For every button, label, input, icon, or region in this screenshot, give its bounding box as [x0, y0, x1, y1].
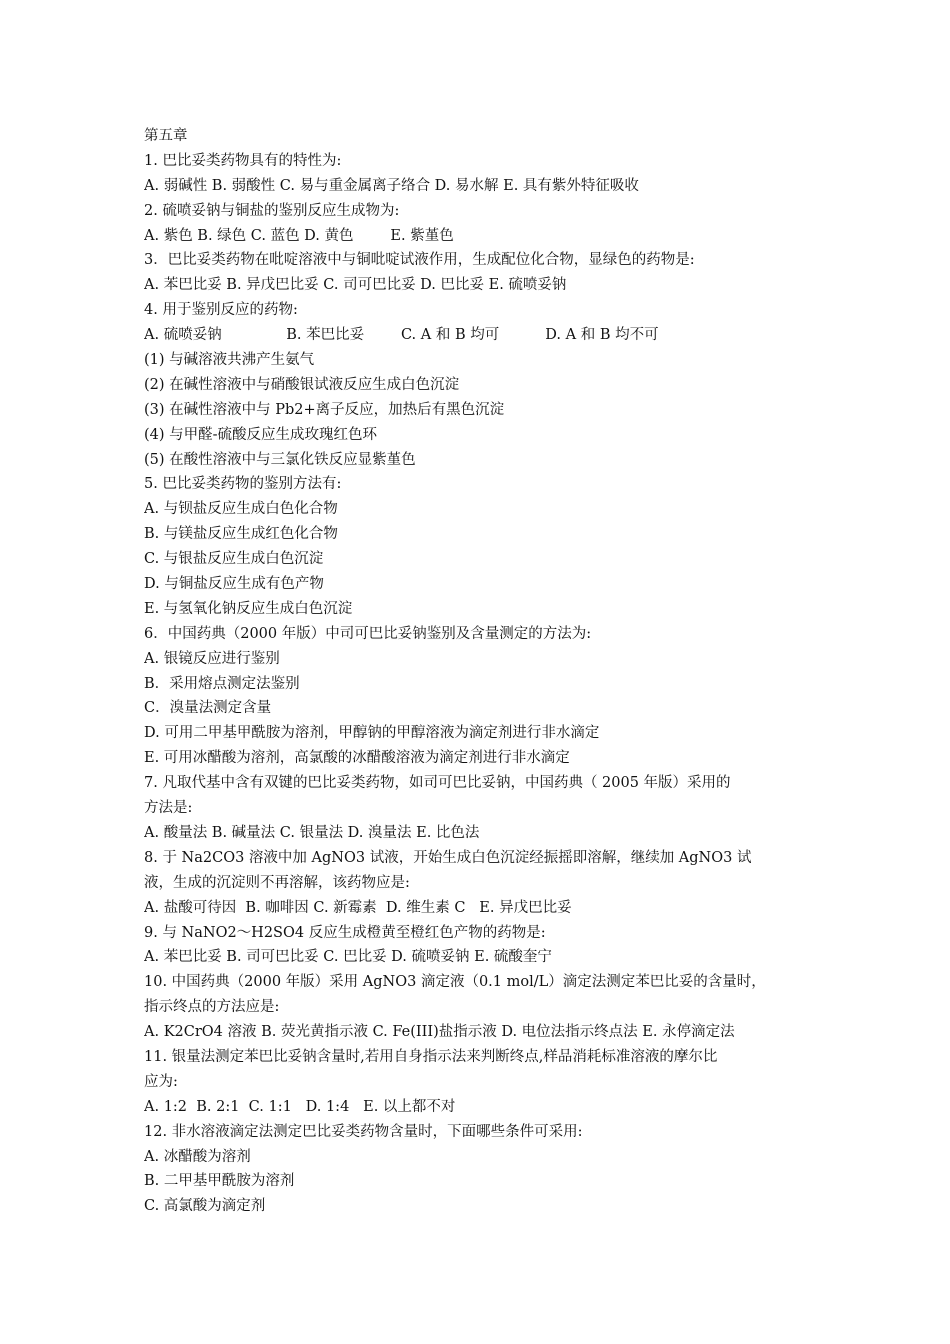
- text-line: A. 冰醋酸为溶剂: [144, 1148, 251, 1165]
- text-line: C．溴量法测定含量: [144, 700, 272, 717]
- text-line: A. 盐酸可待因 B. 咖啡因 C. 新霉素 D. 维生素 C E. 异戊巴比妥: [144, 899, 572, 916]
- text-line: D. 可用二甲基甲酰胺为溶剂，甲醇钠的甲醇溶液为滴定剂进行非水滴定: [144, 725, 600, 742]
- text-line: 5. 巴比妥类药物的鉴别方法有:: [144, 476, 342, 493]
- text-line: A. 苯巴比妥 B. 司可巴比妥 C. 巴比妥 D. 硫喷妥钠 E. 硫酸奎宁: [144, 949, 552, 966]
- text-line: 8. 于 Na2CO3 溶液中加 AgNO3 试液，开始生成白色沉淀经振摇即溶解，继续加 AgNO3 试: [144, 849, 752, 866]
- text-line: 11. 银量法测定苯巴比妥钠含量时,若用自身指示法来判断终点,样品消耗标准溶液的摩尔比: [144, 1048, 718, 1065]
- text-line: 2. 硫喷妥钠与铜盐的鉴别反应生成物为:: [144, 202, 400, 219]
- text-line: A. 紫色 B. 绿色 C. 蓝色 D. 黄色 E. 紫堇色: [144, 227, 454, 244]
- text-line: (2) 在碱性溶液中与硝酸银试液反应生成白色沉淀: [144, 376, 460, 393]
- document-body: [144, 124, 816, 1219]
- text-line: A. 银镜反应进行鉴别: [144, 650, 280, 667]
- text-line: 应为:: [144, 1073, 178, 1090]
- text-line: A. 酸量法 B. 碱量法 C. 银量法 D. 溴量法 E. 比色法: [144, 824, 480, 841]
- text-line: A. 苯巴比妥 B. 异戊巴比妥 C. 司可巴比妥 D. 巴比妥 E. 硫喷妥钠: [144, 277, 567, 294]
- text-line: A. 与钡盐反应生成白色化合物: [144, 501, 338, 518]
- question-list: [144, 149, 816, 1219]
- text-line: B. 与镁盐反应生成红色化合物: [144, 526, 338, 543]
- text-line: (5) 在酸性溶液中与三氯化铁反应显紫堇色: [144, 451, 416, 468]
- text-line: 4. 用于鉴别反应的药物:: [144, 302, 298, 319]
- text-line: (3) 在碱性溶液中与 Pb2+离子反应，加热后有黑色沉淀: [144, 401, 505, 418]
- text-line: 指示终点的方法应是:: [144, 999, 280, 1016]
- text-line: (1) 与碱溶液共沸产生氨气: [144, 352, 315, 369]
- text-line: A. 弱碱性 B. 弱酸性 C. 易与重金属离子络合 D. 易水解 E. 具有紫外特征吸收: [144, 177, 639, 194]
- text-line: 液，生成的沉淀则不再溶解，该药物应是:: [144, 874, 410, 891]
- text-line: (4) 与甲醛-硫酸反应生成玫瑰红色环: [144, 426, 378, 443]
- text-line: A. 1:2 B. 2:1 C. 1:1 D. 1:4 E. 以上都不对: [144, 1098, 456, 1115]
- text-line: C. 与银盐反应生成白色沉淀: [144, 551, 324, 568]
- text-line: E. 与氢氧化钠反应生成白色沉淀: [144, 600, 353, 617]
- text-line: E. 可用冰醋酸为溶剂，高氯酸的冰醋酸溶液为滴定剂进行非水滴定: [144, 750, 570, 767]
- text-line: 9. 与 NaNO2～H2SO4 反应生成橙黄至橙红色产物的药物是:: [144, 924, 546, 941]
- text-line: C. 高氯酸为滴定剂: [144, 1198, 266, 1215]
- text-line: B．采用熔点测定法鉴别: [144, 675, 300, 692]
- text-line: A. 硫喷妥钠 B. 苯巴比妥 C. A 和 B 均可 D. A 和 B 均不可: [144, 327, 659, 344]
- text-line: 3．巴比妥类药物在吡啶溶液中与铜吡啶试液作用，生成配位化合物，显绿色的药物是:: [144, 252, 695, 269]
- text-line: 1. 巴比妥类药物具有的特性为:: [144, 152, 342, 169]
- text-line: 6．中国药典（2000 年版）中司可巴比妥钠鉴别及含量测定的方法为:: [144, 625, 592, 642]
- text-line: B. 二甲基甲酰胺为溶剂: [144, 1173, 295, 1190]
- text-line: 7. 凡取代基中含有双键的巴比妥类药物，如司可巴比妥钠，中国药典（ 2005 年版）采用的: [144, 775, 731, 792]
- text-line: 10. 中国药典（2000 年版）采用 AgNO3 滴定液（0.1 mol/L）滴定法测定苯巴比妥的含量时，: [144, 974, 766, 991]
- text-line: 方法是:: [144, 800, 193, 817]
- text-line: A. K2CrO4 溶液 B. 荧光黄指示液 C. Fe(III)盐指示液 D. 电位法指示终点法 E. 永停滴定法: [144, 1024, 735, 1041]
- chapter-title: 第五章: [144, 128, 188, 144]
- text-line: 12. 非水溶液滴定法测定巴比妥类药物含量时，下面哪些条件可采用:: [144, 1123, 583, 1140]
- text-line: D. 与铜盐反应生成有色产物: [144, 576, 324, 593]
